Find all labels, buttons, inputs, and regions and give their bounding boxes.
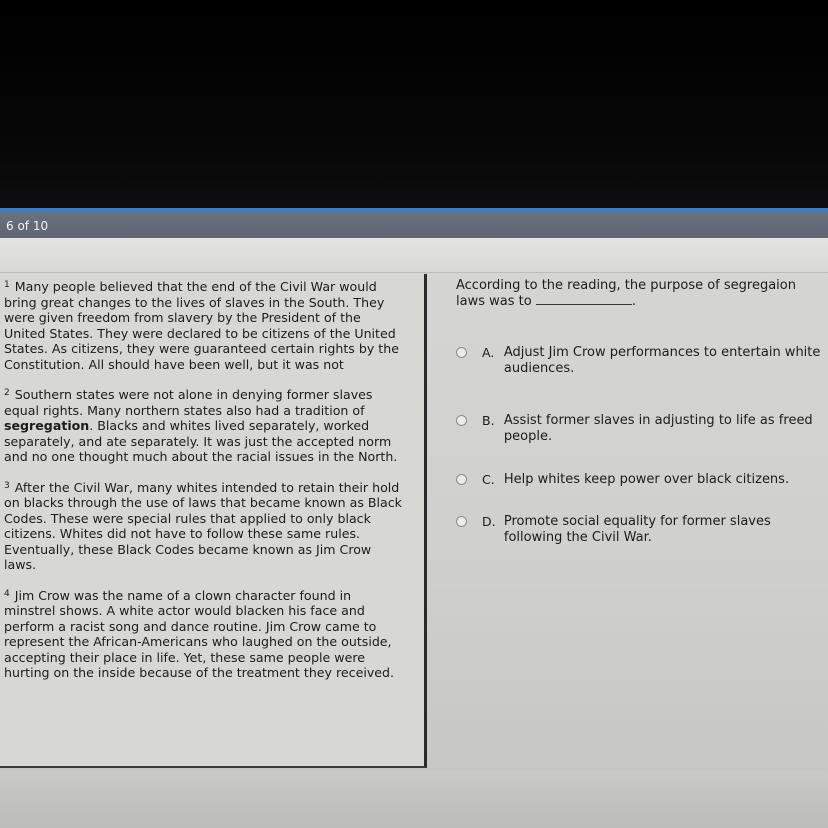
paragraph-2: [4, 386, 406, 465]
radio-button-icon[interactable]: [456, 347, 467, 358]
option-c[interactable]: [456, 472, 826, 488]
option-text: Help whites keep power over black citizens.: [503, 472, 790, 487]
reading-passage-panel[interactable]: [0, 274, 427, 768]
paragraph-number: 4: [4, 588, 10, 599]
paragraph-3: [4, 479, 406, 573]
footer-strip: [0, 770, 828, 828]
monitor-bezel: [0, 0, 828, 212]
toolbar-strip: [0, 238, 828, 273]
paragraph-number: 1: [4, 280, 10, 290]
radio-button-icon[interactable]: [456, 474, 467, 485]
reading-passage-scroll[interactable]: [0, 274, 424, 766]
option-letter: A.: [482, 345, 495, 360]
paragraph-text: Southern states were not alone in denying former slaves equal rights. Many northern states also had a tradition of: [4, 387, 373, 418]
paragraph-text: . Blacks and whites lived separately, worked separately, and ate separately. It was just the accepted norm and no one thought much about the racial issues in the North.: [4, 418, 398, 464]
option-letter: B.: [482, 413, 495, 428]
option-a[interactable]: [456, 345, 826, 376]
question-stem-text: According to the reading, the purpose of segregaion laws was to: [456, 278, 796, 309]
question-panel: [436, 274, 828, 766]
option-b[interactable]: [456, 413, 826, 444]
radio-button-icon[interactable]: [456, 415, 467, 426]
quiz-screen: [0, 208, 828, 828]
vocabulary-term: segregation: [4, 418, 90, 433]
paragraph-text: Many people believed that the end of the Civil War would bring great changes to the lives of slaves in the South. They were given freedom from slavery by the President of the United States. They were declared to be citizens of the United States. As citizens, they were guaranteed certain rights by the Constitution. All should have been well, but it was not: [4, 279, 399, 372]
question-stem: [456, 278, 816, 309]
paragraph-number: 2: [4, 388, 10, 398]
radio-button-icon[interactable]: [456, 516, 467, 527]
paragraph-1: [4, 278, 406, 372]
option-d[interactable]: [456, 514, 826, 545]
paragraph-text: After the Civil War, many whites intended to retain their hold on blacks through the use of laws that became known as Black Codes. These were special rules that applied to only black citizens. Whites did not have to follow these same rules. Eventually, these Black Codes became known as Jim Crow laws.: [4, 479, 402, 572]
answer-blank: [536, 293, 632, 305]
question-progress: 6 of 10: [6, 219, 49, 233]
paragraph-number: 3: [4, 480, 10, 491]
option-letter: C.: [482, 472, 495, 487]
question-stem-end: .: [631, 294, 636, 309]
option-text: Adjust Jim Crow performances to entertain white audiences.: [503, 345, 821, 376]
paragraph-4: [4, 587, 406, 681]
option-letter: D.: [482, 514, 496, 529]
progress-bar: [0, 208, 828, 241]
option-text: Promote social equality for former slaves following the Civil War.: [503, 514, 771, 545]
paragraph-text: Jim Crow was the name of a clown character found in minstrel shows. A white actor would blacken his face and perform a racist song and dance routine. Jim Crow came to represent the African-Americans who laughed on the outside, accepting their place in life. Yet, these same people were hurting on the inside because of the treatment they received.: [4, 587, 395, 680]
option-text: Assist former slaves in adjusting to life as freed people.: [503, 413, 813, 444]
